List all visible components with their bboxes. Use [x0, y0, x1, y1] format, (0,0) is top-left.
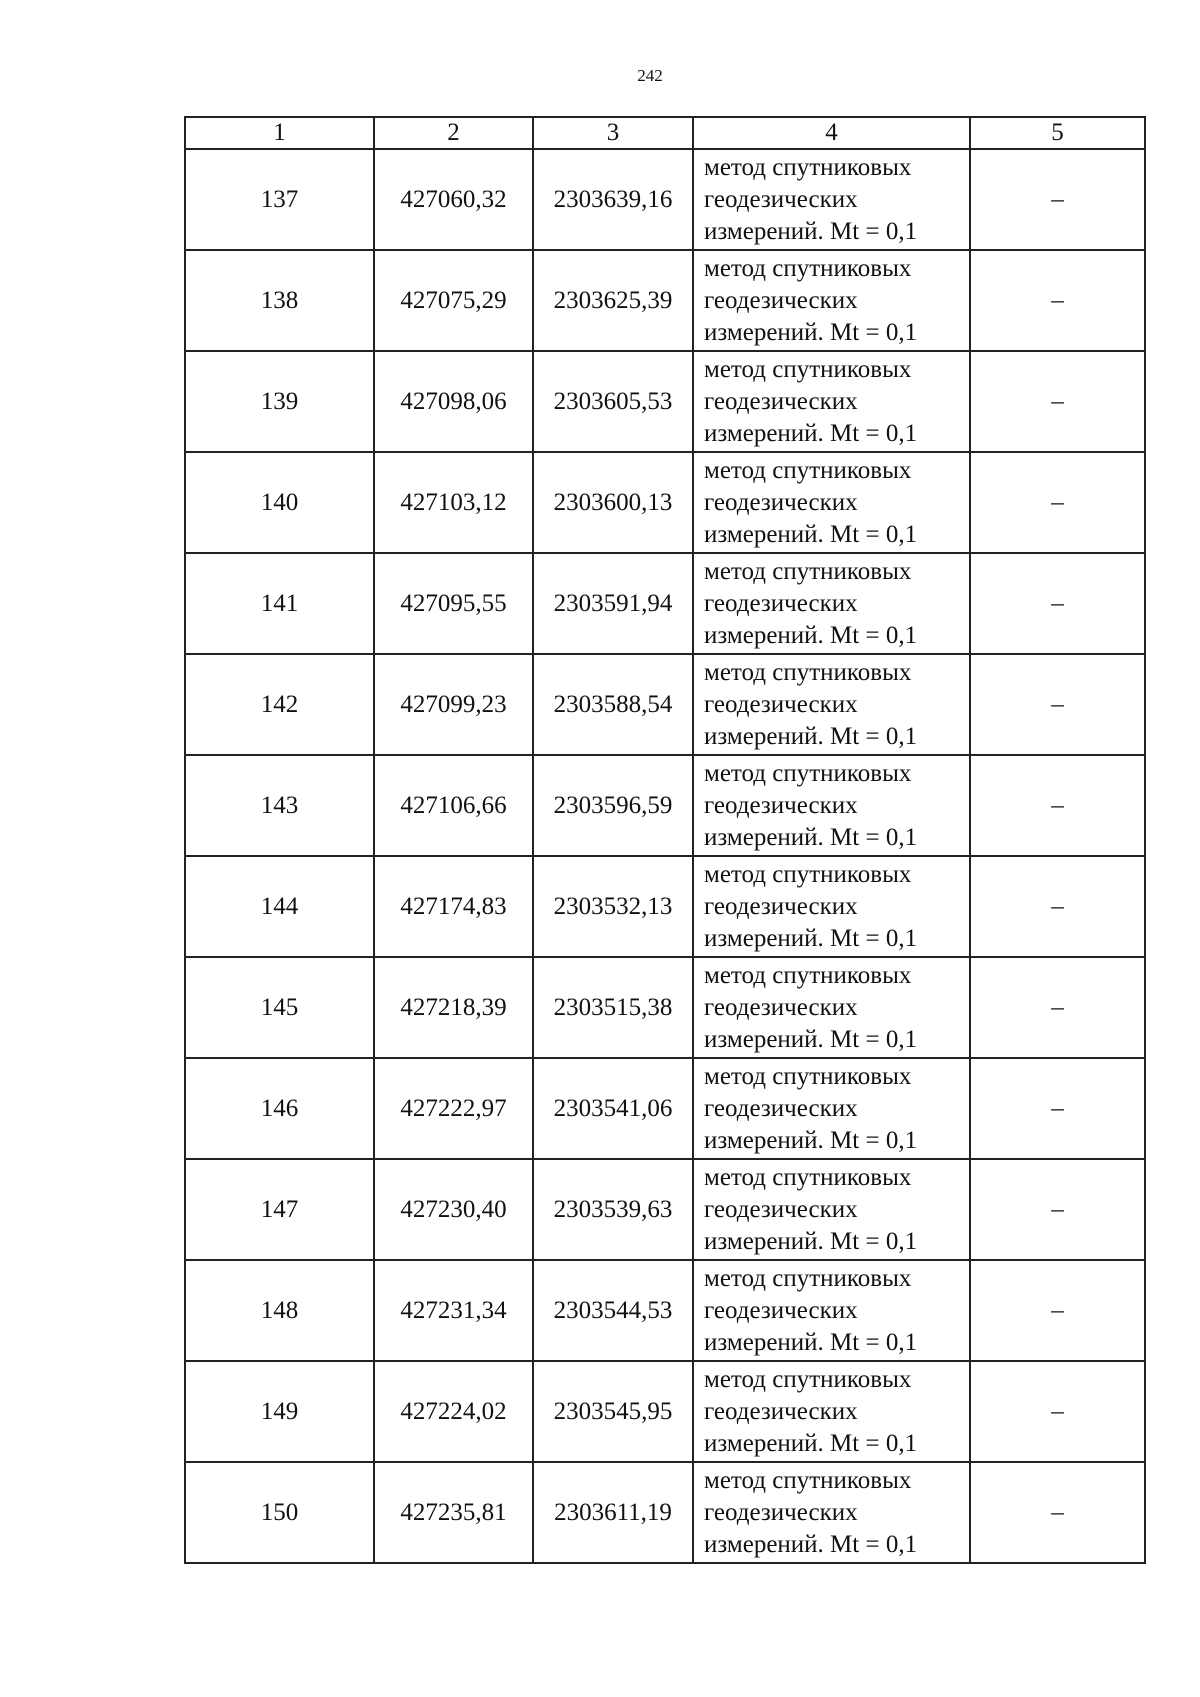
method-cell [693, 250, 970, 351]
note-cell: – [970, 1159, 1145, 1260]
column-header: 2 [374, 117, 533, 149]
method-cell [693, 452, 970, 553]
point-number-cell: 145 [185, 957, 374, 1058]
method-cell [693, 1159, 970, 1260]
method-line: геодезических [704, 1094, 858, 1122]
point-number-cell: 143 [185, 755, 374, 856]
table-row [185, 149, 1145, 250]
note-cell: – [970, 452, 1145, 553]
note-cell: – [970, 553, 1145, 654]
method-cell [693, 957, 970, 1058]
table-row [185, 1159, 1145, 1260]
y-coordinate-cell: 2303539,63 [533, 1159, 693, 1260]
method-line: метод спутниковых [704, 355, 912, 383]
column-header: 5 [970, 117, 1145, 149]
method-line: измерений. Mt = 0,1 [704, 217, 918, 245]
point-number-cell: 141 [185, 553, 374, 654]
method-line: измерений. Mt = 0,1 [704, 924, 918, 952]
column-header: 4 [693, 117, 970, 149]
point-number-cell: 149 [185, 1361, 374, 1462]
point-number-cell: 144 [185, 856, 374, 957]
method-line: измерений. Mt = 0,1 [704, 520, 918, 548]
x-coordinate-cell: 427060,32 [374, 149, 533, 250]
note-cell: – [970, 250, 1145, 351]
method-line: метод спутниковых [704, 860, 912, 888]
x-coordinate-cell: 427075,29 [374, 250, 533, 351]
table-row [185, 1462, 1145, 1563]
table-row [185, 856, 1145, 957]
method-cell [693, 755, 970, 856]
y-coordinate-cell: 2303541,06 [533, 1058, 693, 1159]
point-number-cell: 147 [185, 1159, 374, 1260]
column-header: 3 [533, 117, 693, 149]
note-cell: – [970, 351, 1145, 452]
table-row [185, 250, 1145, 351]
method-line: измерений. Mt = 0,1 [704, 419, 918, 447]
point-number-cell: 140 [185, 452, 374, 553]
table-row [185, 452, 1145, 553]
x-coordinate-cell: 427235,81 [374, 1462, 533, 1563]
y-coordinate-cell: 2303532,13 [533, 856, 693, 957]
point-number-cell: 138 [185, 250, 374, 351]
table-row [185, 1058, 1145, 1159]
x-coordinate-cell: 427106,66 [374, 755, 533, 856]
x-coordinate-cell: 427098,06 [374, 351, 533, 452]
method-line: геодезических [704, 1397, 858, 1425]
method-cell [693, 856, 970, 957]
method-line: метод спутниковых [704, 759, 912, 787]
method-line: измерений. Mt = 0,1 [704, 1025, 918, 1053]
method-line: геодезических [704, 387, 858, 415]
point-number-cell: 137 [185, 149, 374, 250]
table-row [185, 1361, 1145, 1462]
method-line: геодезических [704, 1195, 858, 1223]
method-cell [693, 654, 970, 755]
method-line: измерений. Mt = 0,1 [704, 1227, 918, 1255]
method-line: измерений. Mt = 0,1 [704, 318, 918, 346]
method-cell [693, 1361, 970, 1462]
method-cell [693, 553, 970, 654]
x-coordinate-cell: 427222,97 [374, 1058, 533, 1159]
y-coordinate-cell: 2303625,39 [533, 250, 693, 351]
method-line: измерений. Mt = 0,1 [704, 1429, 918, 1457]
table-row [185, 957, 1145, 1058]
method-cell [693, 351, 970, 452]
table-header-row [185, 117, 1145, 149]
x-coordinate-cell: 427095,55 [374, 553, 533, 654]
note-cell: – [970, 149, 1145, 250]
method-line: геодезических [704, 286, 858, 314]
y-coordinate-cell: 2303591,94 [533, 553, 693, 654]
x-coordinate-cell: 427218,39 [374, 957, 533, 1058]
method-line: метод спутниковых [704, 1466, 912, 1494]
method-line: метод спутниковых [704, 1365, 912, 1393]
y-coordinate-cell: 2303611,19 [533, 1462, 693, 1563]
method-line: геодезических [704, 185, 858, 213]
note-cell: – [970, 856, 1145, 957]
x-coordinate-cell: 427099,23 [374, 654, 533, 755]
y-coordinate-cell: 2303639,16 [533, 149, 693, 250]
table-row [185, 351, 1145, 452]
method-line: измерений. Mt = 0,1 [704, 1530, 918, 1558]
y-coordinate-cell: 2303588,54 [533, 654, 693, 755]
method-line: метод спутниковых [704, 456, 912, 484]
method-line: метод спутниковых [704, 254, 912, 282]
point-number-cell: 139 [185, 351, 374, 452]
note-cell: – [970, 957, 1145, 1058]
note-cell: – [970, 654, 1145, 755]
point-number-cell: 146 [185, 1058, 374, 1159]
method-line: метод спутниковых [704, 557, 912, 585]
y-coordinate-cell: 2303600,13 [533, 452, 693, 553]
table-body [185, 117, 1145, 1563]
note-cell: – [970, 1260, 1145, 1361]
x-coordinate-cell: 427103,12 [374, 452, 533, 553]
x-coordinate-cell: 427230,40 [374, 1159, 533, 1260]
point-number-cell: 142 [185, 654, 374, 755]
method-line: метод спутниковых [704, 1163, 912, 1191]
note-cell: – [970, 755, 1145, 856]
y-coordinate-cell: 2303605,53 [533, 351, 693, 452]
point-number-cell: 150 [185, 1462, 374, 1563]
method-line: измерений. Mt = 0,1 [704, 1328, 918, 1356]
note-cell: – [970, 1361, 1145, 1462]
table-row [185, 553, 1145, 654]
method-line: геодезических [704, 589, 858, 617]
method-line: измерений. Mt = 0,1 [704, 1126, 918, 1154]
note-cell: – [970, 1058, 1145, 1159]
method-line: геодезических [704, 1296, 858, 1324]
x-coordinate-cell: 427224,02 [374, 1361, 533, 1462]
method-line: геодезических [704, 690, 858, 718]
method-line: метод спутниковых [704, 153, 912, 181]
point-number-cell: 148 [185, 1260, 374, 1361]
method-line: геодезических [704, 791, 858, 819]
method-line: геодезических [704, 993, 858, 1021]
method-line: метод спутниковых [704, 1062, 912, 1090]
method-line: измерений. Mt = 0,1 [704, 621, 918, 649]
method-cell [693, 1260, 970, 1361]
method-line: метод спутниковых [704, 961, 912, 989]
method-cell [693, 149, 970, 250]
y-coordinate-cell: 2303596,59 [533, 755, 693, 856]
table-row [185, 755, 1145, 856]
method-line: геодезических [704, 1498, 858, 1526]
page-number: 242 [637, 66, 663, 85]
method-cell [693, 1462, 970, 1563]
table-row [185, 654, 1145, 755]
method-line: измерений. Mt = 0,1 [704, 823, 918, 851]
table-row [185, 1260, 1145, 1361]
column-header: 1 [185, 117, 374, 149]
method-line: метод спутниковых [704, 1264, 912, 1292]
coordinates-table-container [184, 116, 1144, 1564]
method-line: геодезических [704, 488, 858, 516]
coordinates-table [184, 116, 1146, 1564]
method-cell [693, 1058, 970, 1159]
method-line: геодезических [704, 892, 858, 920]
method-line: метод спутниковых [704, 658, 912, 686]
y-coordinate-cell: 2303515,38 [533, 957, 693, 1058]
note-cell: – [970, 1462, 1145, 1563]
y-coordinate-cell: 2303545,95 [533, 1361, 693, 1462]
y-coordinate-cell: 2303544,53 [533, 1260, 693, 1361]
x-coordinate-cell: 427174,83 [374, 856, 533, 957]
method-line: измерений. Mt = 0,1 [704, 722, 918, 750]
x-coordinate-cell: 427231,34 [374, 1260, 533, 1361]
